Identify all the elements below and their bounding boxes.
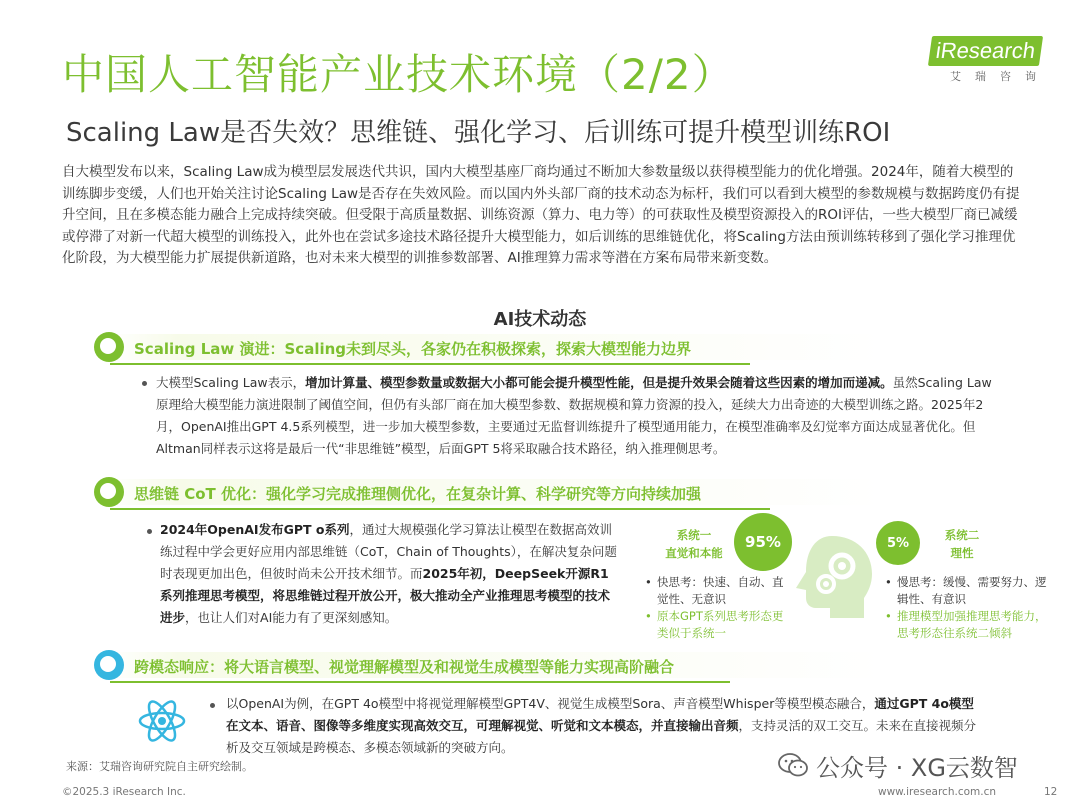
iresearch-logo: [930, 36, 1060, 94]
cot-text-bold2: 2025年初，DeepSeek开源R1系列推理思考模型，将思维链过程开放公开，极大推动全产业推理思考模型的技术进步: [160, 566, 611, 625]
wechat-icon: [778, 752, 808, 778]
system1-percent-badge: 95%: [734, 513, 792, 571]
website: www.iresearch.com.cn: [878, 786, 997, 798]
watermark-text: 公众号 · XG云数智: [816, 753, 1018, 782]
section-underline: [110, 508, 770, 510]
cot-text-1: ，通过大规模强化学习算法让模型在数据高效训练过程中学会更好应用内部思维链（CoT，Chain of Thoughts），在解决复杂问题时表现更加出色，但彼时尚未公开技术细节。而: [160, 522, 617, 581]
system1-label: [654, 526, 734, 562]
system1-subtitle: 直觉和本能: [665, 546, 723, 560]
section-title-scaling: Scaling Law 演进：Scaling未到尽头，各家仍在积极探索，探索大模型能力边界: [134, 340, 692, 358]
cot-text-bold1: 2024年OpenAI发布GPT o系列: [160, 522, 350, 537]
copyright: ©2025.3 iResearch Inc.: [62, 786, 186, 798]
system2-label: [922, 526, 1002, 562]
source-note: 来源：艾瑞咨询研究院自主研究绘制。: [66, 760, 253, 773]
intro-paragraph: 自大模型发布以来，Scaling Law成为模型层发展迭代共识，国内大模型基座厂商均通过不断加大参数量级以获得模型能力的优化增强。2024年，随着大模型的训练脚步变缓，人们也开始关注讨论Scaling Law是否存在失效风险。而以国内外头部厂商的技术动态为标杆，我们可以看到大模型的参数规模与数据跨度仍有提升空间，且在多模态能力融合上完成持续突破。但受限于高质量数据、训练资源（算力、电力等）的可获取性及模型资源投入的ROI评估，一些大模型厂商已减缓或停滞了对新一代超大模型的训练投入，此外也在尝试多途技术路径提升大模型能力，如后训练的思维链优化，将Scaling方法由预训练转移到了强化学习推理优化阶段，为大模型能力扩展提供新道路，也对未来大模型的训推参数部署、AI推理算力需求等潜在方案布局带来新变数。: [62, 164, 1020, 266]
system2-item: • 推理模型加强推理思考能力，思考形态往系统二倾斜: [885, 608, 1055, 642]
system2-percent-badge: 5%: [876, 521, 920, 565]
head-gears-icon: [784, 532, 884, 622]
wechat-watermark: [778, 748, 1018, 782]
section-marker-icon: [94, 650, 124, 680]
system2-item: • 慢思考：缓慢、需要努力、逻辑性、有意识: [885, 574, 1055, 608]
page-title: 中国人工智能产业技术环境（2/2）: [62, 50, 735, 99]
page-number: 12: [1044, 786, 1058, 798]
scaling-bullet-text: [156, 372, 992, 460]
section-title-cot: 思维链 CoT 优化：强化学习完成推理侧优化，在复杂计算、科学研究等方向持续加强: [134, 485, 701, 503]
section-underline: [110, 363, 750, 365]
system2-list: [885, 574, 1055, 642]
system1-list: [645, 574, 785, 642]
bullet-dot: [147, 529, 152, 534]
crossmodal-text-pre: 以OpenAI为例，在GPT 4o模型中将视觉理解模型GPT4V、视觉生成模型Sora、声音模型Whisper等模型模态融合，: [226, 696, 875, 711]
system2-title: 系统二: [944, 528, 980, 542]
logo-subtext: 艾瑞咨询: [950, 70, 1050, 83]
system2-subtitle: 理性: [950, 546, 974, 560]
scaling-text-bold: 增加计算量、模型参数量或数据大小都可能会提升模型性能，但是提升效果会随着这些因素的增加而递减。: [305, 375, 893, 390]
scaling-text-pre: 大模型Scaling Law表示，: [156, 375, 306, 390]
section-heading-ai: AI技术动态: [493, 309, 587, 330]
system1-item: • 原本GPT系列思考形态更类似于系统一: [645, 608, 785, 642]
crossmodal-text-post: ，支持灵活的双工交互。未来在直接视频分析及交互领域是跨模态、多模态领域新的突破方向。: [226, 718, 977, 755]
scaling-text-post: 虽然Scaling Law原理给大模型能力演进限制了阈值空间，但仍有头部厂商在加大模型参数、数据规模和算力资源的投入，延续大力出奇迹的大模型训练之路。2025年2月，OpenAI推出GPT 4.5系列模型，进一步加大模型参数，主要通过无监督训练提升了模型通用能力，在模型准确率及幻觉率方面达成显著优化。但Altman同样表示这将是最后一代“非思维链”模型，后面GPT 5将采取融合技术路径，纳入推理侧思考。: [156, 375, 992, 456]
cot-bullet-text: [160, 519, 618, 629]
section-marker-icon: [94, 477, 124, 507]
bullet-dot: [210, 703, 215, 708]
atom-icon: [136, 695, 188, 747]
crossmodal-text-bold: 通过GPT 4o模型在文本、语音、图像等多维度实现高效交互，可理解视觉、听觉和文本模态，并直接输出音频: [226, 696, 974, 733]
section-underline: [110, 681, 730, 683]
section-title-crossmodal: 跨模态响应：将大语言模型、视觉理解模型及和视觉生成模型等能力实现高阶融合: [134, 658, 675, 676]
system1-title: 系统一: [676, 528, 712, 542]
section-marker-icon: [94, 332, 124, 362]
logo-wordmark: iResearch: [928, 36, 1043, 66]
system1-item: • 快思考：快速、自动、直觉性、无意识: [645, 574, 785, 608]
bullet-dot: [142, 381, 147, 386]
page-subtitle: Scaling Law是否失效？思维链、强化学习、后训练可提升模型训练ROI: [66, 118, 891, 148]
cot-text-2: ，也让人们对AI能力有了更深刻感知。: [185, 610, 398, 625]
